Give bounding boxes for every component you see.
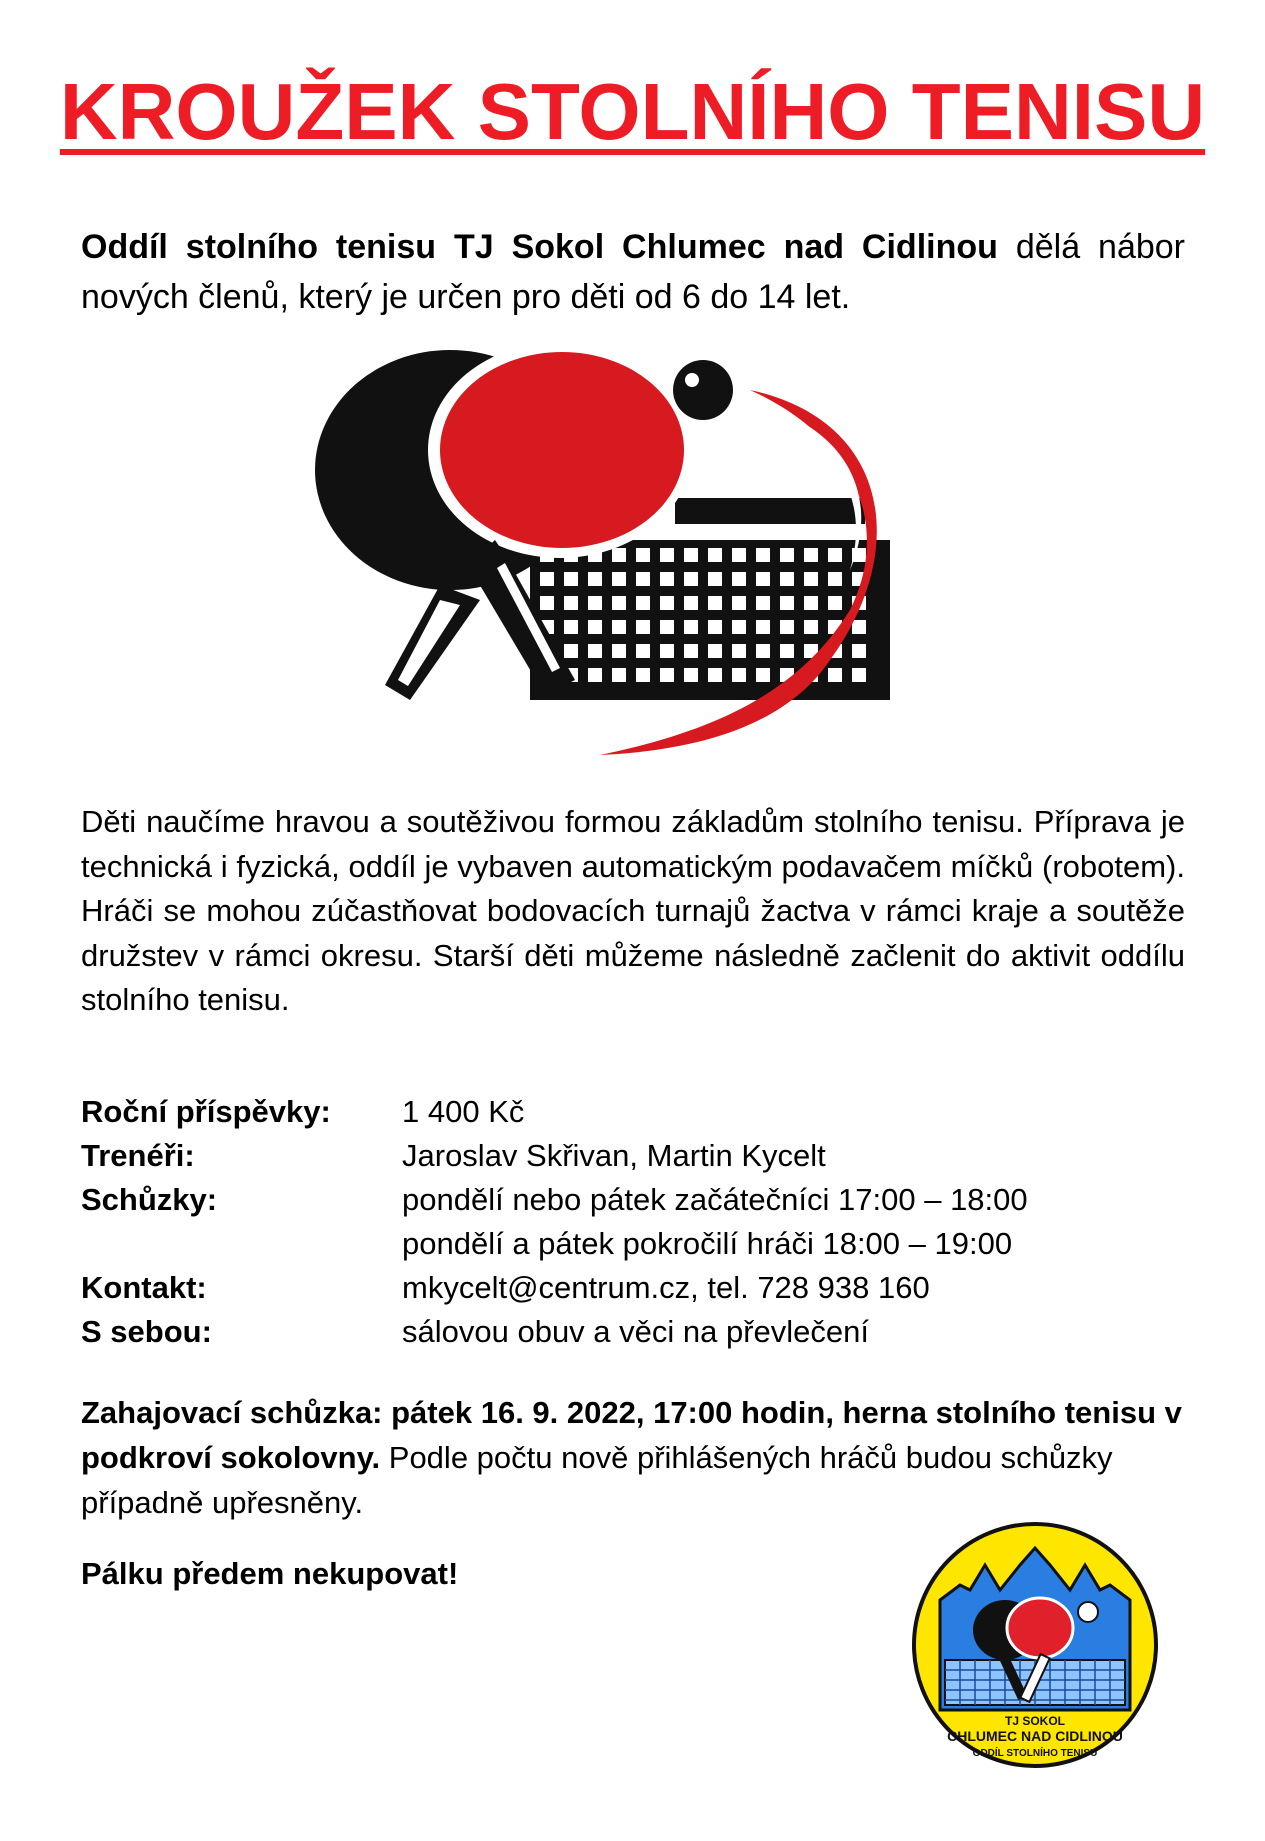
info-row-contact	[81, 1266, 1185, 1310]
info-label: S sebou:	[81, 1314, 212, 1349]
opening-meeting-paragraph	[81, 1390, 1201, 1525]
club-name: Oddíl stolního tenisu TJ Sokol Chlumec nad Cidlinou	[81, 228, 998, 266]
logo-line2: CHLUMEC NAD CIDLINOU	[947, 1728, 1123, 1744]
info-value: Jaroslav Skřivan, Martin Kycelt	[402, 1138, 826, 1173]
info-label: Roční příspěvky:	[81, 1094, 331, 1129]
info-list	[81, 1090, 1185, 1354]
intro-text: dělá nábor nových členů, který je určen pro děti od 6 do 14 let.	[81, 228, 1185, 316]
info-label: Kontakt:	[81, 1270, 207, 1305]
info-row-fee	[81, 1090, 1185, 1134]
info-value: pondělí a pátek pokročilí hráči 18:00 – 19:00	[402, 1226, 1013, 1261]
info-value: mkycelt@centrum.cz, tel. 728 938 160	[402, 1270, 930, 1305]
opening-meeting-bold: Zahajovací schůzka: pátek 16. 9. 2022, 17:00 hodin, herna stolního tenisu v podkroví sokolovny.	[81, 1395, 1182, 1475]
warning-text: Pálku předem nekupovat!	[81, 1556, 459, 1591]
opening-meeting-text: Podle počtu nově přihlášených hráčů budou schůzky případně upřesněny.	[81, 1440, 1113, 1520]
intro-paragraph	[81, 222, 1185, 322]
info-value: pondělí nebo pátek začátečníci 17:00 – 18:00	[402, 1182, 1028, 1217]
ball-icon	[673, 360, 733, 420]
info-row-bring	[81, 1310, 1185, 1354]
logo-line1: TJ SOKOL	[1004, 1714, 1066, 1728]
club-logo-icon	[910, 1520, 1160, 1770]
info-row-meetings	[81, 1178, 1185, 1266]
info-value: 1 400 Kč	[402, 1094, 525, 1129]
description-paragraph: Děti naučíme hravou a soutěživou formou základům stolního tenisu. Příprava je technická i fyzická, oddíl je vybaven automatickým podavačem míčků (robotem). Hráči se mohou zúčastňovat bodovacích turnajů žactva v rámci kraje a soutěže družstev v rámci okresu. Starší děti můžeme následně začlenit do aktivit oddílu stolního tenisu.	[81, 804, 1185, 1017]
info-value: sálovou obuv a věci na převlečení	[402, 1314, 870, 1349]
info-label: Trenéři:	[81, 1138, 195, 1173]
logo-line3: ODDÍL STOLNÍHO TENISU	[972, 1748, 1098, 1759]
table-tennis-illustration-icon	[290, 350, 990, 770]
info-row-coaches	[81, 1134, 1185, 1178]
info-label: Schůzky:	[81, 1182, 218, 1217]
page-title: KROUŽEK STOLNÍHO TENISU	[59, 67, 1206, 156]
